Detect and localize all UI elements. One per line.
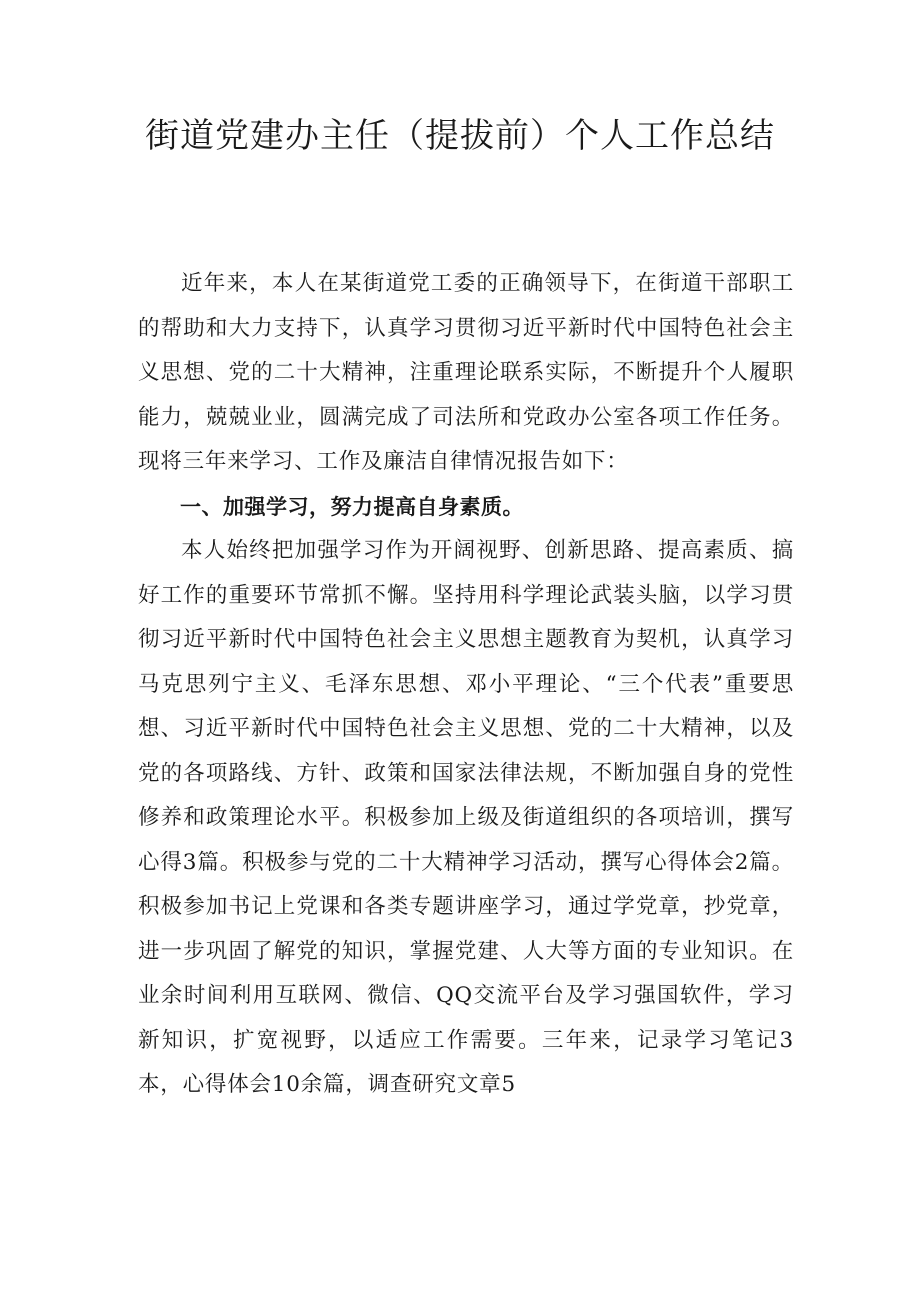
section-paragraph: 本人始终把加强学习作为开阔视野、创新思路、提高素质、搞好工作的重要环节常抓不懈。坚持用科学理论武装头脑，以学习贯彻习近平新时代中国特色社会主义思想主题教育为契机，认真学习马克思列宁主义、毛泽东思想、邓小平理论、“三个代表”重要思想、习近平新时代中国特色社会主义思想、党的二十大精神，以及党的各项路线、方针、政策和国家法律法规，不断加强自身的党性修养和政策理论水平。积极参加上级及街道组织的各项培训，撰写心得3篇。积极参与党的二十大精神学习活动，撰写心得体会2篇。积极参加书记上党课和各类专题讲座学习，通过学党章，抄党章，进一步巩固了解党的知识，掌握党建、人大等方面的专业知识。在业余时间利用互联网、微信、QQ交流平台及学习强国软件，学习新知识，扩宽视野，以适应工作需要。三年来，记录学习笔记3本，心得体会10余篇，调查研究文章5: [138, 538, 794, 1097]
document-body: [138, 262, 794, 1108]
document-title: 街道党建办主任（提拔前）个人工作总结: [145, 116, 775, 156]
section-heading: 一、加强学习，努力提高自身素质。: [180, 494, 524, 519]
intro-paragraph: 近年来，本人在某街道党工委的正确领导下，在街道干部职工的帮助和大力支持下，认真学习贯彻习近平新时代中国特色社会主义思想、党的二十大精神，注重理论联系实际，不断提升个人履职能力，兢兢业业，圆满完成了司法所和党政办公室各项工作任务。现将三年来学习、工作及廉洁自律情况报告如下：: [138, 271, 794, 474]
